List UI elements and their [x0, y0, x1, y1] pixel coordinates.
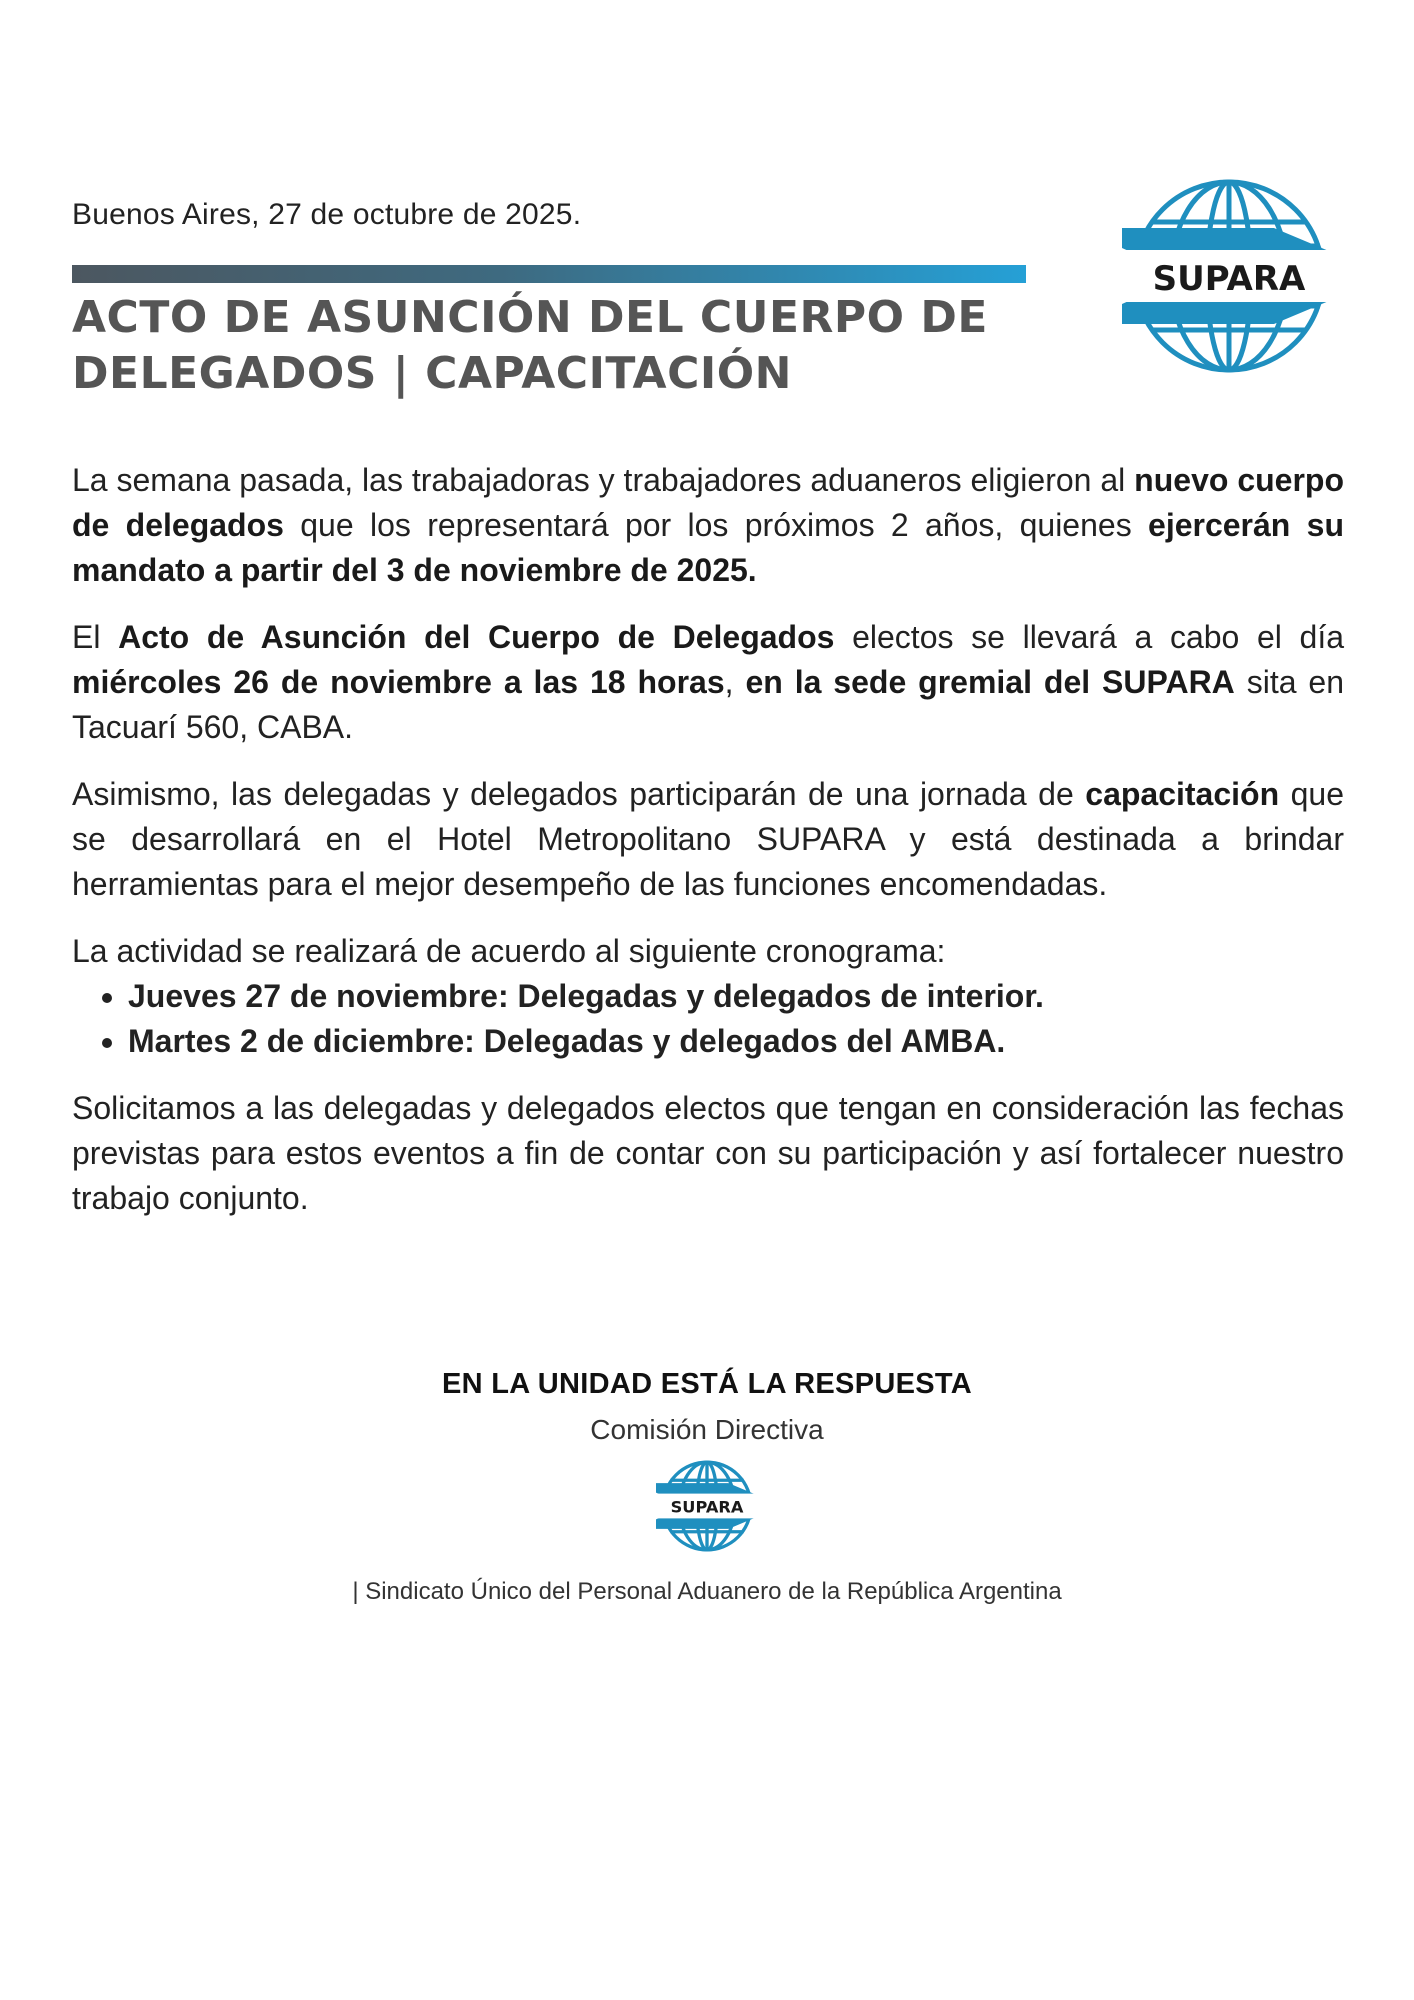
- commission-name: Comisión Directiva: [590, 1414, 824, 1445]
- paragraph-4: Solicitamos a las delegadas y delegados electos que tengan en consideración las fechas previstas para estos eventos a fin de contar con su participación y así fortalecer nuestro trabajo conjunto.: [72, 1090, 1344, 1216]
- document-title: [72, 290, 1072, 402]
- supara-logo-small: [656, 1458, 758, 1554]
- p2-bold-3: en la sede gremial del SUPARA: [745, 664, 1235, 700]
- title-line-1: ACTO DE ASUNCIÓN DEL CUERPO DE: [72, 292, 988, 343]
- document-date: Buenos Aires, 27 de octubre de 2025.: [72, 198, 582, 231]
- p2-text-4: sita en Tacuarí 560, CABA.: [72, 664, 1345, 745]
- p2-bold-1: Acto de Asunción del Cuerpo de Delegados: [118, 619, 835, 655]
- logo-small-text: SUPARA: [670, 1497, 744, 1517]
- schedule-intro: La actividad se realizará de acuerdo al siguiente cronograma:: [72, 933, 946, 969]
- paragraph-3: [72, 772, 1344, 907]
- title-line-2: DELEGADOS | CAPACITACIÓN: [72, 348, 792, 399]
- slogan: EN LA UNIDAD ESTÁ LA RESPUESTA: [442, 1368, 972, 1400]
- p2-bold-2: miércoles 26 de noviembre a las 18 horas: [72, 664, 725, 700]
- schedule-item: • Martes 2 de diciembre: Delegadas y delegados del AMBA.: [128, 1019, 1344, 1064]
- logo-text: SUPARA: [1152, 259, 1306, 299]
- paragraph-2: [72, 615, 1344, 750]
- schedule-list: [72, 974, 1344, 1064]
- p1-bold-1: nuevo cuerpo de delegados: [72, 462, 1344, 543]
- supara-logo: [1122, 176, 1336, 376]
- union-full-name: | Sindicato Único del Personal Aduanero de la República Argentina: [352, 1578, 1062, 1605]
- p1-text-2: que los representará por los próximos 2 años, quienes: [283, 507, 1149, 543]
- schedule-item: • Jueves 27 de noviembre: Delegadas y delegados de interior.: [128, 974, 1344, 1019]
- header-gradient-bar: [72, 265, 1026, 283]
- p2-text-1: El: [72, 619, 119, 655]
- p3-text-1: Asimismo, las delegadas y delegados participarán de una jornada de: [72, 776, 1086, 812]
- p2-text-3: ,: [724, 664, 746, 700]
- p3-text-2: que se desarrollará en el Hotel Metropolitano SUPARA y está destinada a brindar herramientas para el mejor desempeño de las funciones encomendadas.: [72, 776, 1345, 902]
- paragraph-1: [72, 458, 1344, 593]
- document-body: [72, 458, 1344, 1243]
- p2-text-2: electos se llevará a cabo el día: [834, 619, 1345, 655]
- p1-text-1: La semana pasada, las trabajadoras y trabajadores aduaneros eligieron al: [72, 462, 1135, 498]
- p1-bold-2: ejercerán su mandato a partir del 3 de noviembre de 2025.: [72, 507, 1345, 588]
- p3-bold-1: capacitación: [1085, 776, 1280, 812]
